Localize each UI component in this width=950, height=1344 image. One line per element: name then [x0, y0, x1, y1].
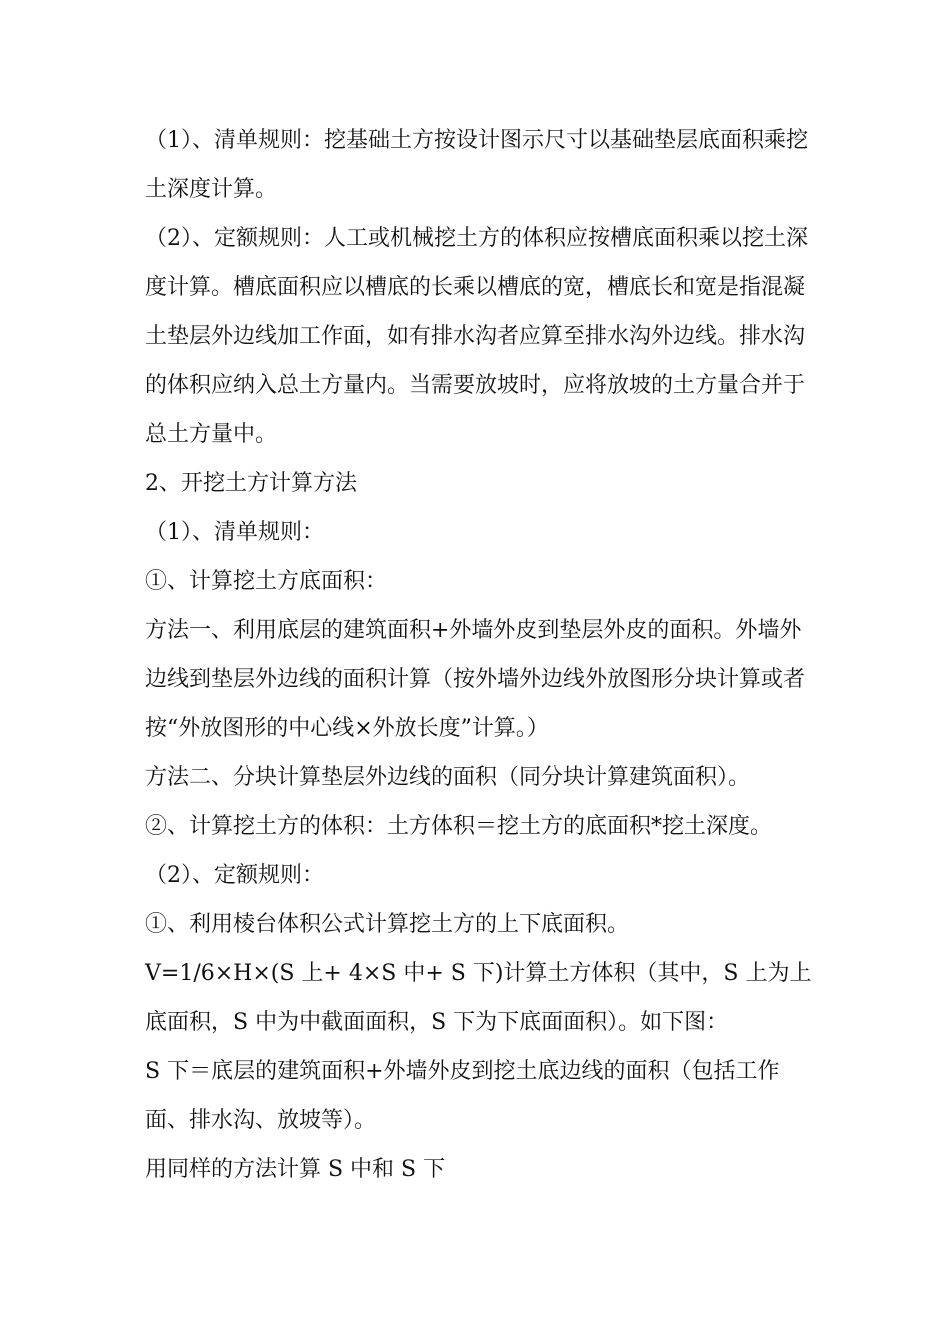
- paragraph-method-two: 方法二、分块计算垫层外边线的面积（同分块计算建筑面积）。: [145, 765, 751, 790]
- document-body: [145, 116, 815, 1194]
- step-frustum-formula: ①、利用棱台体积公式计算挖土方的上下底面积。: [145, 912, 630, 937]
- subheading-quota-rule: （2）、定额规则：: [145, 863, 324, 888]
- paragraph-s-bottom-definition: S 下＝底层的建筑面积+外墙外皮到挖土底边线的面积（包括工作面、排水沟、放坡等）。: [145, 1059, 780, 1133]
- paragraph-same-method: 用同样的方法计算 S 中和 S 下: [145, 1157, 446, 1182]
- subheading-list-rule: （1）、清单规则：: [145, 520, 324, 545]
- paragraph-quota-rule-2: （2）、定额规则：人工或机械挖土方的体积应按槽底面积乘以挖土深度计算。槽底面积应以槽底的长乘以槽底的宽，槽底长和宽是指混凝土垫层外边线加工作面，如有排水沟者应算至排水沟外边线。排水沟的体积应纳入总土方量内。当需要放坡时，应将放坡的土方量合并于总土方量中。: [145, 226, 808, 447]
- step-volume: ②、计算挖土方的体积：土方体积＝挖土方的底面积*挖土深度。: [145, 814, 773, 839]
- paragraph-method-one: 方法一、利用底层的建筑面积+外墙外皮到垫层外皮的面积。外墙外边线到垫层外边线的面积计算（按外墙外边线外放图形分块计算或者按“外放图形的中心线×外放长度”计算。）: [145, 618, 806, 741]
- paragraph-list-rule-1: （1）、清单规则：挖基础土方按设计图示尺寸以基础垫层底面积乘挖土深度计算。: [145, 128, 808, 202]
- step-bottom-area: ①、计算挖土方底面积：: [145, 569, 388, 594]
- paragraph-volume-formula: V=1/6×H×(S 上+ 4×S 中+ S 下)计算土方体积（其中，S 上为上底面积，S 中为中截面面积，S 下为下底面面积）。如下图：: [145, 961, 812, 1035]
- section-heading-excavation-method: 2、开挖土方计算方法: [145, 471, 357, 496]
